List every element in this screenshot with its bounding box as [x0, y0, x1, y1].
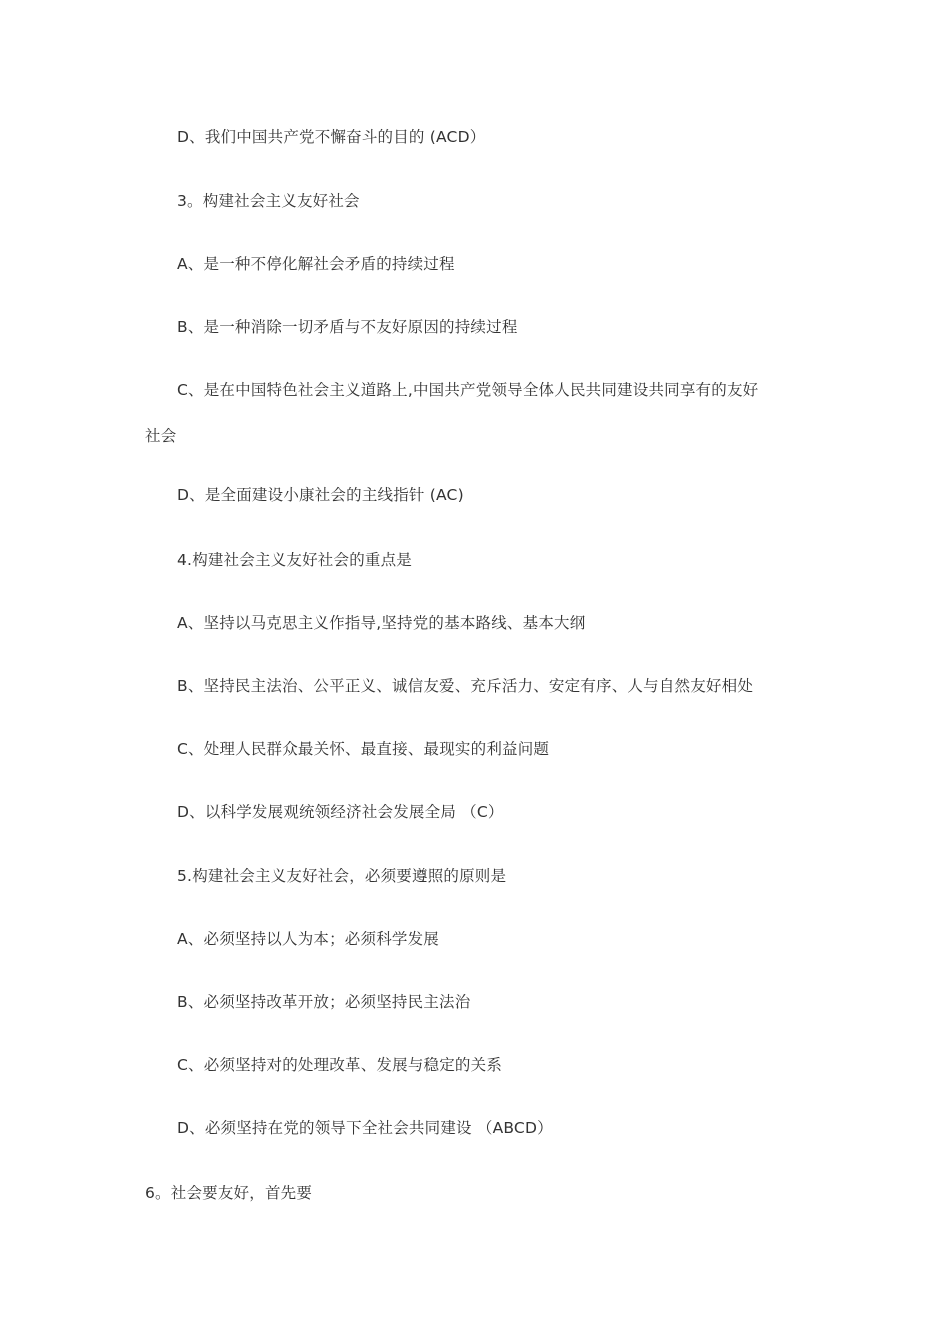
q5-question: 5.构建社会主义友好社会，必须要遵照的原则是 — [177, 867, 507, 885]
q5-option-a: A、必须坚持以人为本；必须科学发展 — [177, 930, 440, 948]
q4-option-b: B、坚持民主法治、公平正义、诚信友爱、充斥活力、安定有序、人与自然友好相处 — [177, 677, 754, 695]
q3-option-a: A、是一种不停化解社会矛盾的持续过程 — [177, 255, 455, 273]
q3-option-c: C、是在中国特色社会主义道路上,中国共产党领导全体人民共同建设共同享有的友好 — [177, 381, 759, 399]
q3-option-b: B、是一种消除一切矛盾与不友好原因的持续过程 — [177, 318, 518, 336]
q3-option-c-continued: 社会 — [145, 427, 177, 445]
q3-option-d: D、是全面建设小康社会的主线指针 (AC) — [177, 486, 464, 504]
q3-question: 3。构建社会主义友好社会 — [177, 192, 360, 210]
q4-option-d: D、以科学发展观统领经济社会发展全局 （C） — [177, 803, 504, 821]
q4-option-c: C、处理人民群众最关怀、最直接、最现实的利益问题 — [177, 740, 550, 758]
q5-option-c: C、必须坚持对的处理改革、发展与稳定的关系 — [177, 1056, 503, 1074]
q5-option-b: B、必须坚持改革开放；必须坚持民主法治 — [177, 993, 471, 1011]
q5-option-d: D、必须坚持在党的领导下全社会共同建设 （ABCD） — [177, 1119, 553, 1137]
q4-option-a: A、坚持以马克思主义作指导,坚持党的基本路线、基本大纲 — [177, 614, 586, 632]
q4-question: 4.构建社会主义友好社会的重点是 — [177, 551, 412, 569]
q2-option-d: D、我们中国共产党不懈奋斗的目的 (ACD） — [177, 128, 486, 146]
q6-question: 6。社会要友好，首先要 — [145, 1184, 313, 1202]
